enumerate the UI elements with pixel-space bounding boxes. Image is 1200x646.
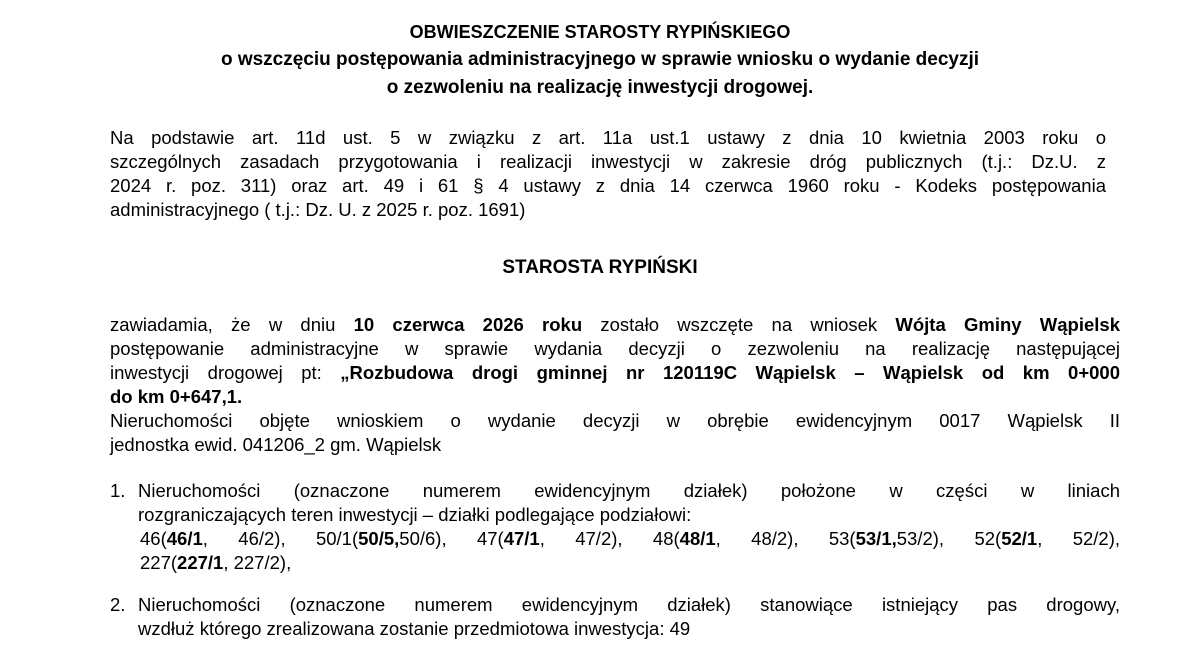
parcel-new: 50/5, [358, 528, 400, 549]
parcel-text: , 46/2), 50/1( [202, 528, 359, 549]
notice-subtitle-line1: o wszczęciu postępowania administracyjnego w sprawie wniosku o wydanie decyzji [220, 49, 980, 70]
body-line [110, 361, 1120, 385]
authority-heading: STAROSTA RYPIŃSKI [502, 257, 698, 278]
parcel-text: , 227/2), [223, 552, 292, 573]
legal-basis-paragraph [110, 126, 1106, 222]
body-line: jednostka ewid. 041206_2 gm. Wąpielsk [110, 434, 442, 455]
list-item-text [138, 593, 1120, 641]
body-line [110, 313, 1120, 337]
list-line: Nieruchomości (oznaczone numerem ewidencyjnym działek) położone w części w liniach [138, 480, 1120, 501]
list-number: 2. [110, 594, 126, 615]
parcel-new: 47/1 [503, 528, 540, 549]
notice-subtitle-line2: o zezwoleniu na realizację inwestycji drogowej. [386, 77, 814, 98]
parcel-text: , 47/2), 48( [539, 528, 680, 549]
parcel-text: , 52/2), [1037, 528, 1121, 549]
parcel-text: 53/2), 52( [896, 528, 1002, 549]
initiation-date: 10 czerwca 2026 roku [353, 314, 583, 335]
investment-title-end: do km 0+647,1. [110, 386, 243, 407]
list-line: rozgraniczających teren inwestycji – działki podlegające podziałowi: [138, 504, 692, 525]
list-item-text [138, 479, 1120, 527]
legal-basis-line: 2024 r. poz. 311) oraz art. 49 i 61 § 4 ustawy z dnia 14 czerwca 1960 roku - Kodeks postępowania [110, 175, 1106, 196]
parcel-line [140, 527, 1120, 551]
parcel-text: 50/6), 47( [399, 528, 504, 549]
body-text: zostało wszczęte na wniosek [582, 314, 896, 335]
parcel-new: 53/1, [855, 528, 897, 549]
parcel-text: , 48/2), 53( [715, 528, 856, 549]
legal-basis-line: administracyjnego ( t.j.: Dz. U. z 2025 r. poz. 1691) [110, 199, 526, 220]
list-line: wzdłuż którego zrealizowana zostanie przedmiotowa inwestycja: 49 [138, 618, 691, 639]
parcel-new: 227/1 [177, 552, 224, 573]
parcel-line [140, 551, 1120, 575]
notice-title: OBWIESZCZENIE STAROSTY RYPIŃSKIEGO [409, 22, 791, 42]
applicant-name: Wójta Gminy Wąpielsk [895, 314, 1120, 335]
body-text: zawiadamia, że w dniu [110, 314, 354, 335]
parcel-list [140, 527, 1120, 575]
parcel-new: 46/1 [166, 528, 203, 549]
parcel-new: 48/1 [679, 528, 716, 549]
notice-body [110, 313, 1120, 457]
parcel-text: 46( [140, 528, 167, 549]
parcel-text: 227( [140, 552, 178, 573]
legal-basis-line: Na podstawie art. 11d ust. 5 w związku z art. 11a ust.1 ustawy z dnia 10 kwietnia 2003 roku o [110, 127, 1106, 148]
list-line: Nieruchomości (oznaczone numerem ewidencyjnym działek) stanowiące istniejący pas drogowy, [138, 594, 1120, 615]
legal-basis-line: szczególnych zasadach przygotowania i realizacji inwestycji w zakresie dróg publicznych (t.j.: Dz.U. z [110, 151, 1106, 172]
parcel-new: 52/1 [1001, 528, 1038, 549]
body-line: Nieruchomości objęte wnioskiem o wydanie decyzji w obrębie ewidencyjnym 0017 Wąpielsk II [110, 410, 1120, 431]
investment-title: „Rozbudowa drogi gminnej nr 120119C Wąpielsk – Wąpielsk od km 0+000 [340, 362, 1120, 383]
body-text: inwestycji drogowej pt: [110, 362, 341, 383]
body-line [110, 385, 1120, 409]
list-number: 1. [110, 480, 126, 501]
body-line: postępowanie administracyjne w sprawie wydania decyzji o zezwoleniu na realizację następującej [110, 338, 1120, 359]
